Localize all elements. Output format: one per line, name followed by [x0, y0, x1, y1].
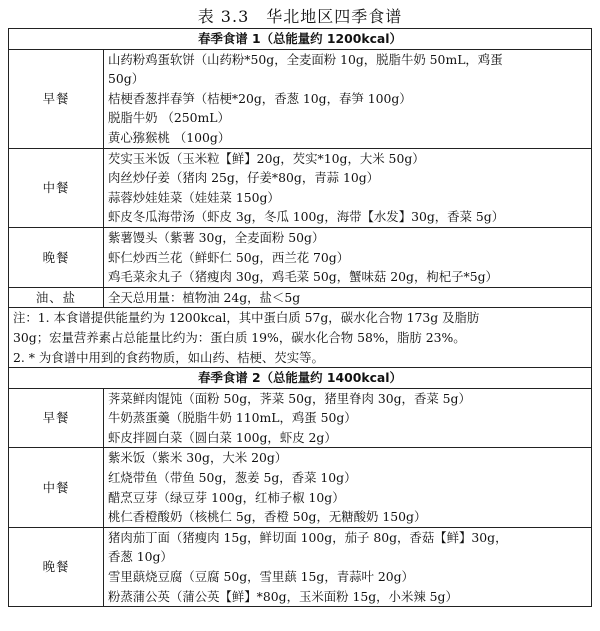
- meal-label: 晚餐: [9, 227, 104, 287]
- menu1-title: 春季食谱 1（总能量约 1200kcal）: [9, 29, 592, 50]
- menu2-row: [9, 448, 592, 527]
- menu2-row: [9, 388, 592, 448]
- meal-dishes: [104, 388, 592, 448]
- menu2-title: 春季食谱 2（总能量约 1400kcal）: [9, 368, 592, 389]
- dish-line: 紫薯馒头（紫薯 30g，全麦面粉 50g）: [108, 229, 325, 245]
- dish-line: 鸡毛菜汆丸子（猪瘦肉 30g，鸡毛菜 50g，蟹味菇 20g，枸杞子*5g）: [108, 269, 498, 285]
- dish-line: 黄心猕猴桃 （100g）: [108, 129, 231, 145]
- meal-label: 中餐: [9, 148, 104, 227]
- meal-dishes: [104, 448, 592, 527]
- dish-line: 粉蒸蒲公英（蒲公英【鲜】*80g，玉米面粉 15g，小米辣 5g）: [108, 588, 458, 604]
- note-line: 30g；宏量营养素占总能量比约为：蛋白质 19%，碳水化合物 58%，脂肪 23%。: [13, 329, 466, 345]
- menu-table: [8, 28, 592, 607]
- dish-line: 虾皮拌圆白菜（圆白菜 100g，虾皮 2g）: [108, 429, 337, 445]
- meal-dishes: [104, 49, 592, 148]
- dish-line: 芡实玉米饭（玉米粒【鲜】20g，芡实*10g，大米 50g）: [108, 150, 425, 166]
- dish-line: 猪肉茄丁面（猪瘦肉 15g，鲜切面 100g，茄子 80g，香菇【鲜】30g，: [108, 529, 508, 545]
- dish-line: 香葱 10g）: [108, 549, 173, 565]
- table-caption: 表 3.3 华北地区四季食谱: [197, 7, 403, 26]
- meal-dishes: [104, 287, 592, 308]
- dish-line: 雪里蕻烧豆腐（豆腐 50g，雪里蕻 15g，青蒜叶 20g）: [108, 569, 414, 585]
- meal-dishes: [104, 527, 592, 606]
- menu1-row: [9, 287, 592, 308]
- meal-dishes: [104, 227, 592, 287]
- dish-line: 虾仁炒西兰花（鲜虾仁 50g，西兰花 70g）: [108, 249, 350, 265]
- dish-line: 全天总用量：植物油 24g，盐＜5g: [108, 289, 301, 305]
- menu1-row: [9, 227, 592, 287]
- note-line: 注：1. 本食谱提供能量约为 1200kcal，其中蛋白质 57g，碳水化合物 173g 及脂肪: [13, 310, 480, 326]
- dish-line: 荠菜鲜肉馄饨（面粉 50g，荠菜 50g，猪里脊肉 30g，香菜 5g）: [108, 390, 471, 406]
- dish-line: 虾皮冬瓜海带汤（虾皮 3g，冬瓜 100g，海带【水发】30g，香菜 5g）: [108, 209, 505, 225]
- dish-line: 牛奶蒸蛋羹（脱脂牛奶 110mL，鸡蛋 50g）: [108, 410, 357, 426]
- meal-label: 中餐: [9, 448, 104, 527]
- menu2-title-row: [9, 368, 592, 389]
- meal-label: 油、盐: [9, 287, 104, 308]
- menu1-row: [9, 148, 592, 227]
- meal-label: 早餐: [9, 388, 104, 448]
- dish-line: 蒜蓉炒娃娃菜（娃娃菜 150g）: [108, 189, 280, 205]
- menu1-row: [9, 49, 592, 148]
- dish-line: 桔梗香葱拌春笋（桔梗*20g，香葱 10g，春笋 100g）: [108, 90, 412, 106]
- dish-line: 醋烹豆芽（绿豆芽 100g，红柿子椒 10g）: [108, 489, 345, 505]
- menu2-row: [9, 527, 592, 606]
- meal-label: 早餐: [9, 49, 104, 148]
- note-line: 2. * 为食谱中用到的食药物质，如山药、桔梗、芡实等。: [13, 349, 324, 365]
- dish-line: 桃仁香橙酸奶（核桃仁 5g，香橙 50g，无糖酸奶 150g）: [108, 509, 427, 525]
- dish-line: 红烧带鱼（带鱼 50g，葱姜 5g，香菜 10g）: [108, 470, 357, 486]
- dish-line: 肉丝炒仔姜（猪肉 25g，仔姜*80g，青蒜 10g）: [108, 170, 380, 186]
- meal-label: 晚餐: [9, 527, 104, 606]
- dish-line: 脱脂牛奶 （250mL）: [108, 110, 230, 126]
- dish-line: 紫米饭（紫米 30g，大米 20g）: [108, 450, 288, 466]
- dish-line: 50g）: [108, 71, 145, 87]
- dish-line: 山药粉鸡蛋软饼（山药粉*50g，全麦面粉 10g，脱脂牛奶 50mL，鸡蛋: [108, 51, 503, 67]
- meal-dishes: [104, 148, 592, 227]
- menu1-notes: [9, 308, 592, 368]
- menu1-title-row: [9, 29, 592, 50]
- menu1-notes-row: [9, 308, 592, 368]
